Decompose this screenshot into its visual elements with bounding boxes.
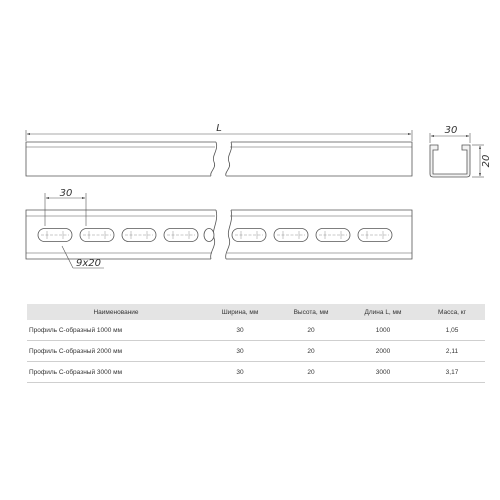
height-label: 20: [481, 154, 492, 168]
table-row: [27, 362, 485, 383]
cell-width: 30: [205, 362, 275, 383]
table-row: [27, 341, 485, 362]
cell-name: Профиль С-образный 3000 мм: [27, 362, 205, 383]
slot-hole: [316, 229, 350, 242]
slot-hole: [358, 229, 392, 242]
header-name: Наименование: [27, 304, 205, 320]
specification-table: [27, 304, 485, 383]
cell-mass: 3,17: [419, 362, 485, 383]
width-label: 30: [444, 125, 458, 136]
cross-section-view: [430, 133, 484, 177]
hole-pitch-label: 30: [59, 188, 73, 199]
cell-height: 20: [275, 341, 347, 362]
length-label: L: [216, 123, 222, 134]
header-mass: Масса, кг: [419, 304, 485, 320]
slot-hole: [232, 229, 266, 242]
cell-length: 1000: [347, 320, 419, 341]
cell-mass: 2,11: [419, 341, 485, 362]
cell-width: 30: [205, 320, 275, 341]
slot-hole: [204, 229, 214, 242]
slot-hole: [80, 229, 114, 242]
slot-hole: [38, 229, 72, 242]
slot-size-label: 9x20: [76, 258, 102, 269]
header-length: Длина L, мм: [347, 304, 419, 320]
cell-length: 3000: [347, 362, 419, 383]
header-width: Ширина, мм: [205, 304, 275, 320]
side-view: [26, 142, 412, 176]
cell-width: 30: [205, 341, 275, 362]
cell-mass: 1,05: [419, 320, 485, 341]
header-height: Высота, мм: [275, 304, 347, 320]
table-row: [27, 320, 485, 341]
cell-length: 2000: [347, 341, 419, 362]
cell-name: Профиль С-образный 1000 мм: [27, 320, 205, 341]
cell-height: 20: [275, 320, 347, 341]
slot-hole: [164, 229, 198, 242]
cell-height: 20: [275, 362, 347, 383]
slot-hole: [274, 229, 308, 242]
slot-hole: [122, 229, 156, 242]
slot-holes: [38, 229, 392, 242]
cell-name: Профиль С-образный 2000 мм: [27, 341, 205, 362]
table-header-row: [27, 304, 485, 320]
